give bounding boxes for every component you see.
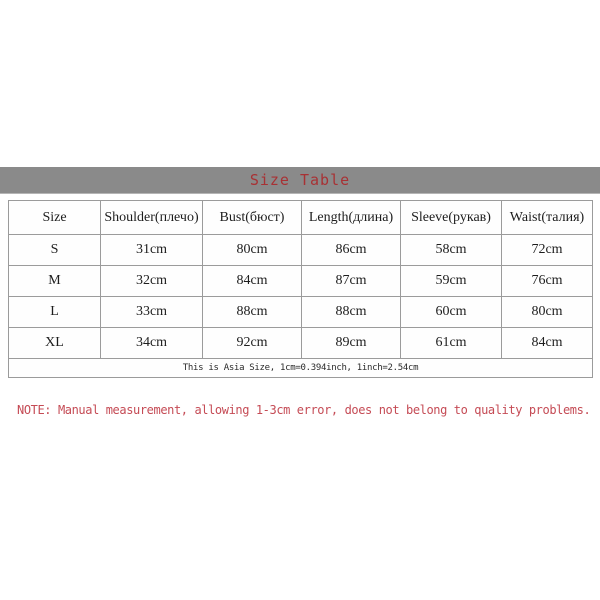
- measurement-cell: 92cm: [203, 328, 302, 359]
- measurement-cell: 80cm: [203, 235, 302, 266]
- size-table-banner: [0, 167, 600, 193]
- measurement-cell: 86cm: [302, 235, 401, 266]
- size-cell: M: [9, 266, 101, 297]
- measurement-cell: 32cm: [101, 266, 203, 297]
- measurement-note: NOTE: Manual measurement, allowing 1-3cm error, does not belong to quality problems.: [17, 403, 591, 417]
- measurement-cell: 72cm: [502, 235, 593, 266]
- measurement-cell: 88cm: [302, 297, 401, 328]
- table-row-xl: [9, 328, 593, 359]
- measurement-cell: 87cm: [302, 266, 401, 297]
- size-cell: L: [9, 297, 101, 328]
- measurement-cell: 60cm: [401, 297, 502, 328]
- table-row-s: [9, 235, 593, 266]
- col-header-length: Length(длина): [302, 201, 401, 235]
- measurement-cell: 34cm: [101, 328, 203, 359]
- size-cell: S: [9, 235, 101, 266]
- table-header-row: [9, 201, 593, 235]
- size-table-title: Size Table: [249, 171, 351, 189]
- measurement-cell: 80cm: [502, 297, 593, 328]
- col-header-waist: Waist(талия): [502, 201, 593, 235]
- measurement-cell: 84cm: [502, 328, 593, 359]
- col-header-shoulder: Shoulder(плечо): [101, 201, 203, 235]
- measurement-cell: 76cm: [502, 266, 593, 297]
- measurement-cell: 61cm: [401, 328, 502, 359]
- table-row-l: [9, 297, 593, 328]
- table-row-m: [9, 266, 593, 297]
- measurement-cell: 31cm: [101, 235, 203, 266]
- measurement-cell: 89cm: [302, 328, 401, 359]
- measurement-cell: 88cm: [203, 297, 302, 328]
- table-footer-row: [9, 359, 593, 378]
- measurement-cell: 59cm: [401, 266, 502, 297]
- measurement-cell: 58cm: [401, 235, 502, 266]
- measurement-cell: 33cm: [101, 297, 203, 328]
- asia-size-footnote: This is Asia Size, 1cm=0.394inch, 1inch=2.54cm: [9, 359, 593, 378]
- size-cell: XL: [9, 328, 101, 359]
- col-header-sleeve: Sleeve(рукав): [401, 201, 502, 235]
- col-header-bust: Bust(бюст): [203, 201, 302, 235]
- size-table: [8, 200, 593, 378]
- col-header-size: Size: [9, 201, 101, 235]
- measurement-cell: 84cm: [203, 266, 302, 297]
